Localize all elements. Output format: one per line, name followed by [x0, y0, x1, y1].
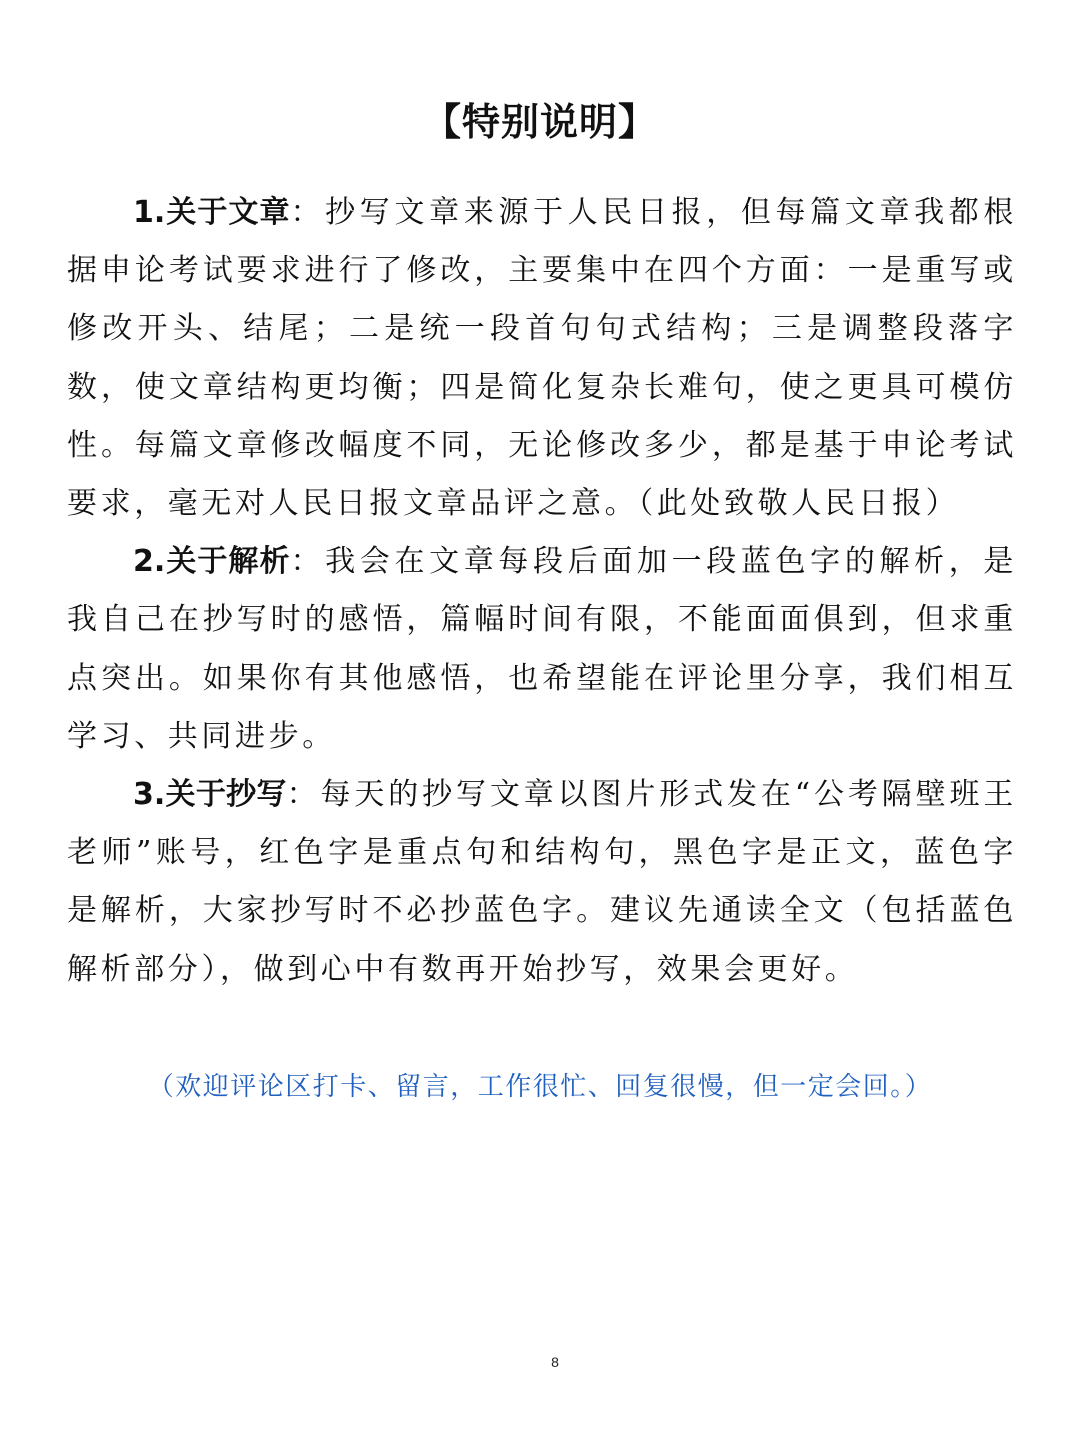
- section-text: 每天的抄写文章以图片形式发在“公考隔壁班王老师”账号，红色字是重点句和结构句，黑色字是正文，蓝色字是解析，大家抄写时不必抄蓝色字。建议先通读全文（包括蓝色解析部分），做到心中有数再开始抄写，效果会更好。: [67, 777, 1017, 987]
- section-copying: [67, 766, 1017, 999]
- document-body: [67, 184, 1017, 999]
- section-label: 2.关于解析: [133, 544, 291, 580]
- section-text: 我会在文章每段后面加一段蓝色字的解析，是我自己在抄写时的感悟，篇幅时间有限，不能面面俱到，但求重点突出。如果你有其他感悟，也希望能在评论里分享，我们相互学习、共同进步。: [67, 544, 1017, 754]
- section-separator: ：: [290, 195, 326, 230]
- page-number: 8: [551, 1354, 559, 1370]
- section-analysis: [67, 533, 1017, 766]
- section-separator: ：: [290, 544, 326, 580]
- section-label: 3.关于抄写: [133, 777, 287, 813]
- section-text: 抄写文章来源于人民日报，但每篇文章我都根据申论考试要求进行了修改，主要集中在四个方面：一是重写或修改开头、结尾；二是统一段首句句式结构；三是调整段落字数，使文章结构更均衡；四是简化复杂长难句，使之更具可模仿性。每篇文章修改幅度不同，无论修改多少，都是基于申论考试要求，毫无对人民日报文章品评之意。（此处致敬人民日报）: [67, 195, 1017, 522]
- section-separator: ：: [286, 777, 321, 813]
- section-article: [67, 184, 1017, 533]
- page-title: 【特别说明】: [422, 100, 657, 144]
- footer-note: （欢迎评论区打卡、留言，工作很忙、回复很慢，但一定会回。）: [147, 1072, 933, 1102]
- section-label: 1.关于文章: [133, 195, 291, 230]
